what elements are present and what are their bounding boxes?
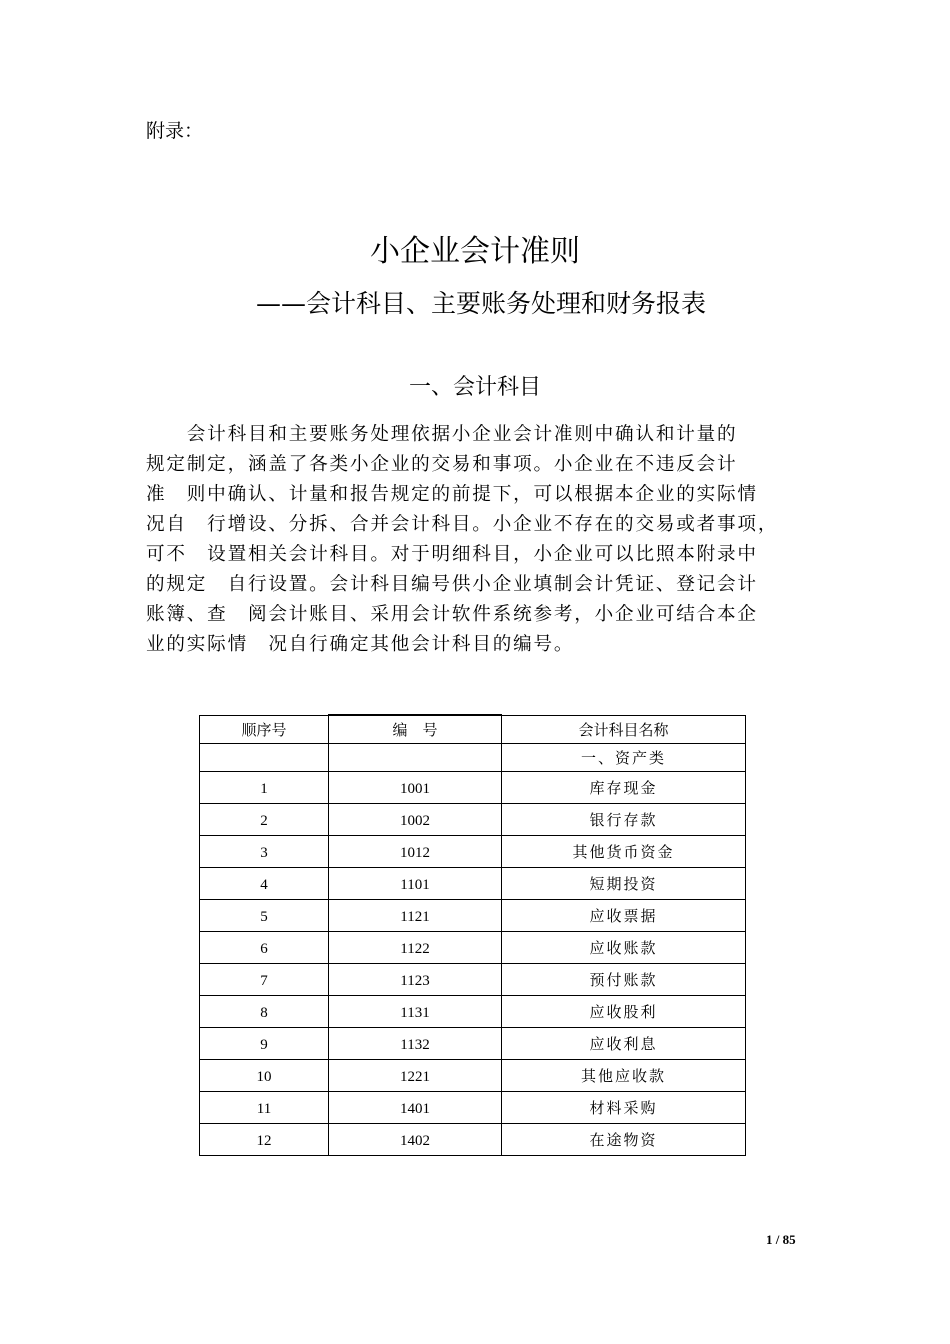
row-seq: 12 — [200, 1124, 329, 1156]
page-number: 1 / 85 — [766, 1232, 796, 1247]
table-cell-empty — [329, 744, 502, 772]
row-code: 1012 — [329, 836, 502, 868]
row-name: 短期投资 — [502, 868, 746, 900]
row-code: 1121 — [329, 900, 502, 932]
header-code: 编 号 — [329, 715, 502, 744]
table-row — [200, 996, 746, 1028]
row-code: 1002 — [329, 804, 502, 836]
paragraph-line: 会计科目和主要账务处理依据小企业会计准则中确认和计量的 — [146, 424, 738, 445]
paragraph-line: 规定制定，涵盖了各类小企业的交易和事项。小企业在不违反会计 — [146, 454, 738, 475]
row-seq: 10 — [200, 1060, 329, 1092]
row-code: 1101 — [329, 868, 502, 900]
header-sequence: 顺序号 — [200, 715, 329, 744]
row-code: 1221 — [329, 1060, 502, 1092]
table-header-row — [200, 715, 746, 744]
accounts-table — [199, 714, 746, 1156]
row-seq: 8 — [200, 996, 329, 1028]
row-code: 1001 — [329, 772, 502, 804]
row-seq: 1 — [200, 772, 329, 804]
table-row — [200, 836, 746, 868]
body-paragraph — [146, 420, 826, 660]
section-heading: 一、会计科目 — [408, 375, 541, 400]
row-name: 材料采购 — [502, 1092, 746, 1124]
row-code: 1131 — [329, 996, 502, 1028]
row-seq: 5 — [200, 900, 329, 932]
row-name: 应收票据 — [502, 900, 746, 932]
table-row — [200, 932, 746, 964]
row-code: 1132 — [329, 1028, 502, 1060]
paragraph-line: 的规定 自行设置。会计科目编号供小企业填制会计凭证、登记会计 — [146, 574, 758, 595]
table-row — [200, 1124, 746, 1156]
row-name: 应收账款 — [502, 932, 746, 964]
table-cell-empty — [200, 744, 329, 772]
category-label: 一、资产类 — [502, 744, 746, 772]
table-row — [200, 1092, 746, 1124]
document-subtitle: ——会计科目、主要账务处理和财务报表 — [255, 289, 706, 318]
row-code: 1123 — [329, 964, 502, 996]
table-row — [200, 1028, 746, 1060]
row-code: 1122 — [329, 932, 502, 964]
document-title: 小企业会计准则 — [370, 234, 580, 269]
row-seq: 9 — [200, 1028, 329, 1060]
row-code: 1401 — [329, 1092, 502, 1124]
paragraph-line: 况自 行增设、分拆、合并会计科目。小企业不存在的交易或者事项， — [146, 514, 779, 535]
row-name: 预付账款 — [502, 964, 746, 996]
table-row — [200, 868, 746, 900]
table-row — [200, 964, 746, 996]
row-seq: 7 — [200, 964, 329, 996]
row-name: 其他应收款 — [502, 1060, 746, 1092]
row-seq: 6 — [200, 932, 329, 964]
row-seq: 11 — [200, 1092, 329, 1124]
paragraph-line: 账簿、查 阅会计账目、采用会计软件系统参考，小企业可结合本企 — [146, 604, 758, 625]
row-name: 库存现金 — [502, 772, 746, 804]
row-name: 银行存款 — [502, 804, 746, 836]
row-code: 1402 — [329, 1124, 502, 1156]
row-name: 应收利息 — [502, 1028, 746, 1060]
row-seq: 3 — [200, 836, 329, 868]
row-seq: 2 — [200, 804, 329, 836]
table-row — [200, 804, 746, 836]
row-name: 应收股利 — [502, 996, 746, 1028]
header-account-name: 会计科目名称 — [502, 715, 746, 744]
paragraph-line: 准 则中确认、计量和报告规定的前提下，可以根据本企业的实际情 — [146, 484, 758, 505]
category-row — [200, 744, 746, 772]
paragraph-line: 业的实际情 况自行确定其他会计科目的编号。 — [146, 634, 575, 655]
appendix-label: 附录： — [146, 120, 204, 142]
table-row — [200, 900, 746, 932]
table-row — [200, 772, 746, 804]
paragraph-line: 可不 设置相关会计科目。对于明细科目，小企业可以比照本附录中 — [146, 544, 758, 565]
row-seq: 4 — [200, 868, 329, 900]
table-row — [200, 1060, 746, 1092]
row-name: 其他货币资金 — [502, 836, 746, 868]
row-name: 在途物资 — [502, 1124, 746, 1156]
